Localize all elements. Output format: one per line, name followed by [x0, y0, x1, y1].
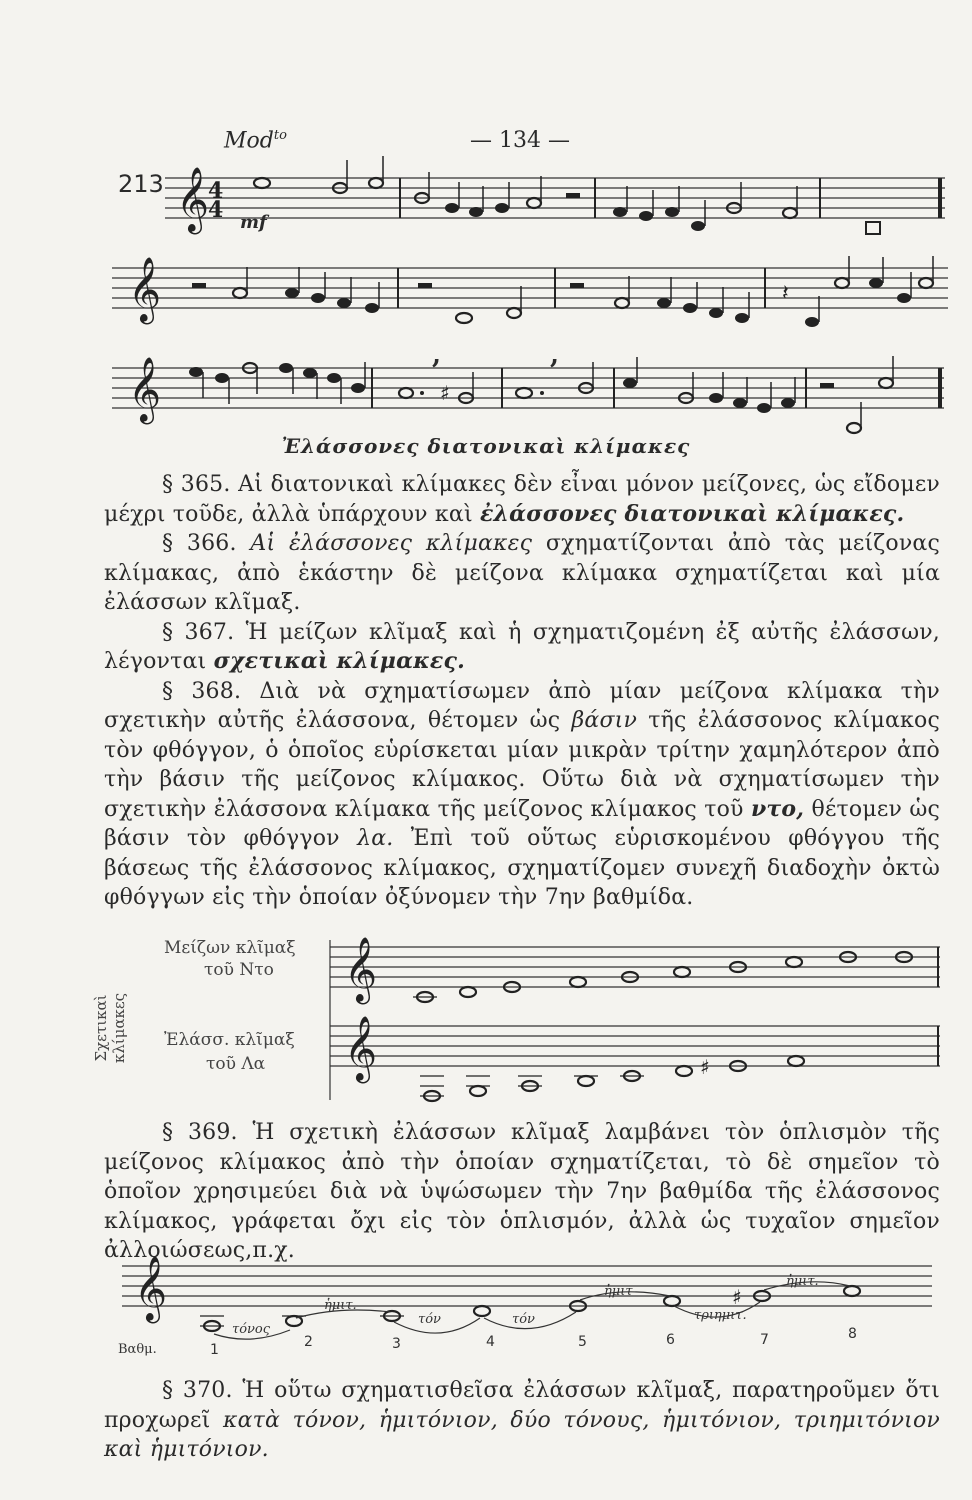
degree-number: 3	[392, 1336, 401, 1352]
degree-prefix: Βαθμ.	[118, 1342, 157, 1357]
emphasis-text: Αἱ ἐλάσσονες κλίμακες	[250, 531, 533, 556]
emphasis-text: βάσιν	[571, 708, 638, 733]
section-heading: Ἐλάσσονες διατονικαὶ κλίμακες	[281, 434, 691, 458]
tempo-text: Mod	[224, 128, 274, 154]
page-number: — 134 —	[470, 128, 570, 153]
treble-clef-icon: 𝄞	[134, 1256, 168, 1321]
example-number: 213	[118, 170, 164, 198]
interval-label: τόνος	[232, 1322, 271, 1337]
major-scale-sub: τοῦ Ντο	[204, 960, 274, 980]
svg-text:♯: ♯	[700, 1055, 710, 1079]
emphasis-text: σχετικαὶ κλίμακες.	[213, 648, 465, 674]
major-scale-label: Μείζων κλῖμαξ	[164, 938, 296, 958]
degree-number: 2	[304, 1334, 313, 1350]
paragraph-text: Ἡ σχετικὴ ἐλάσσων κλῖμαξ λαμβάνει τὸν ὁπλισμὸν τῆς μείζονος κλίμακος ἀπὸ τὴν ὁποίαν σχηματίζεται, τὸ δὲ σημεῖον τὸ ὁποῖον χρησιμεύει διὰ νὰ ὑψώσωμεν τὴν 7ην βαθμίδα τῆς ἐλάσσονος κλίμακος, γράφεται ὄχι εἰς τὸν ὁπλισμόν, ἀλλὰ ὡς τυχαῖον σημεῖον ἀλλοιώσεως,π.χ.	[104, 1120, 940, 1263]
section-number: § 370.	[162, 1378, 233, 1403]
degree-number: 7	[760, 1332, 769, 1348]
svg-text:♯: ♯	[732, 1285, 742, 1309]
treble-clef-icon: 𝄞	[128, 357, 162, 422]
svg-text:♯: ♯	[440, 381, 450, 405]
paragraph-text: Ἐπὶ τοῦ οὕτως εὑρισκομένου φθόγγου τῆς βάσεως τῆς ἐλάσσονος κλίμακος, σχηματίζομεν συνεχῆ διαδοχὴν ὀκτὼ φθόγγων εἰς τὴν ὁποίαν ὀξύνομεν τὴν 7ην βαθμίδα.	[104, 826, 940, 910]
svg-text:4: 4	[208, 178, 224, 204]
section-number: § 368.	[162, 678, 242, 704]
minor-scale-label: Ἐλάσσ. κλῖμαξ	[164, 1030, 295, 1050]
section-number: § 367.	[162, 619, 235, 645]
interval-label: ἡμιτ.	[786, 1274, 819, 1289]
paragraph-text: θέτομεν ὡς βάσιν τὸν φθόγγον	[104, 796, 941, 851]
treble-clef-icon: 𝄞	[344, 1016, 378, 1081]
treble-clef-icon: 𝄞	[344, 937, 378, 1002]
breath-mark-1: ,	[432, 340, 442, 370]
emphasis-text: ἐλάσσονες διατονικαὶ κλίμακες.	[479, 500, 905, 527]
tempo-suffix: to	[273, 128, 287, 143]
paragraph-text: Ἡ οὕτω σχηματισθεῖσα ἐλάσσων κλῖμαξ, παρατηροῦμεν ὅτι προχωρεῖ	[104, 1378, 940, 1433]
degree-number: 6	[666, 1332, 675, 1348]
svg-text:𝄽: 𝄽	[782, 281, 789, 306]
interval-label: τόν	[512, 1312, 535, 1327]
paragraph-text: Ἡ μείζων κλῖμαξ καὶ ἡ σχηματιζομένη ἐξ αὐτῆς ἐλάσσων, λέγονται	[104, 619, 940, 674]
dynamic-marking: mf	[240, 212, 267, 233]
degree-number: 4	[486, 1334, 495, 1350]
degree-number: 1	[210, 1342, 219, 1358]
treble-clef-icon: 𝄞	[176, 167, 210, 232]
minor-scale-sub: τοῦ Λα	[206, 1054, 266, 1074]
emphasis-text: κατὰ τόνον, ἡμιτόνιον, δύο τόνους, ἡμιτόνιον, τριημιτόνιον καὶ ἡμιτόνιον.	[104, 1407, 940, 1462]
section-number: § 365.	[162, 472, 231, 497]
interval-label: ἡμιτ	[604, 1284, 633, 1299]
svg-text:4: 4	[208, 197, 224, 223]
breath-mark-2: ,	[550, 340, 560, 370]
paragraph-text: Αἱ διατονικαὶ κλίμακες δὲν εἶναι μόνον μείζονες, ὡς εἴδομεν μέχρι τοῦδε, ἀλλὰ ὑπάρχουν καὶ	[104, 472, 940, 527]
paragraph-text: σχηματίζονται ἀπὸ τὰς μείζονας κλίμακας, ἀπὸ ἑκάστην δὲ μείζονα κλίμακα σχηματίζεται καὶ μία ἐλάσσων κλῖμαξ.	[104, 531, 940, 615]
interval-label: τριημιτ.	[694, 1308, 747, 1323]
interval-label: τόν	[418, 1312, 441, 1327]
treble-clef-icon: 𝄞	[128, 257, 162, 322]
emphasis-text: λα.	[357, 826, 394, 851]
section-number: § 369.	[162, 1120, 238, 1145]
paragraph-text: Διὰ νὰ σχηματίσωμεν ἀπὸ μίαν μείζονα κλίμακα τὴν σχετικὴν αὐτῆς ἐλάσσονα, θέτομεν ὡς	[104, 678, 940, 733]
emphasis-text: ντο,	[750, 795, 805, 822]
text-block-3	[104, 1376, 940, 1465]
degree-number: 8	[848, 1326, 857, 1342]
relative-scales-side-label: Σχετικαὶ κλίμακες	[92, 992, 128, 1064]
section-number: § 366.	[162, 531, 237, 556]
degree-number: 5	[578, 1334, 587, 1350]
interval-label: ἡμιτ.	[324, 1298, 357, 1313]
paragraph-370	[104, 1376, 940, 1465]
paragraph-text: τῆς ἐλάσσονος κλίμακος τὸν φθόγγον, ὁ ὁποῖος εὑρίσκεται μίαν μικρὰν τρίτην χαμηλότερον ἀπὸ τὴν βάσιν τῆς μείζονος κλίμακος. Οὕτω διὰ νὰ σχηματίσωμεν τὴν σχετικὴν ἐλάσσονα κλίμακα τῆς μείζονος κλίμακος τοῦ	[104, 708, 940, 822]
